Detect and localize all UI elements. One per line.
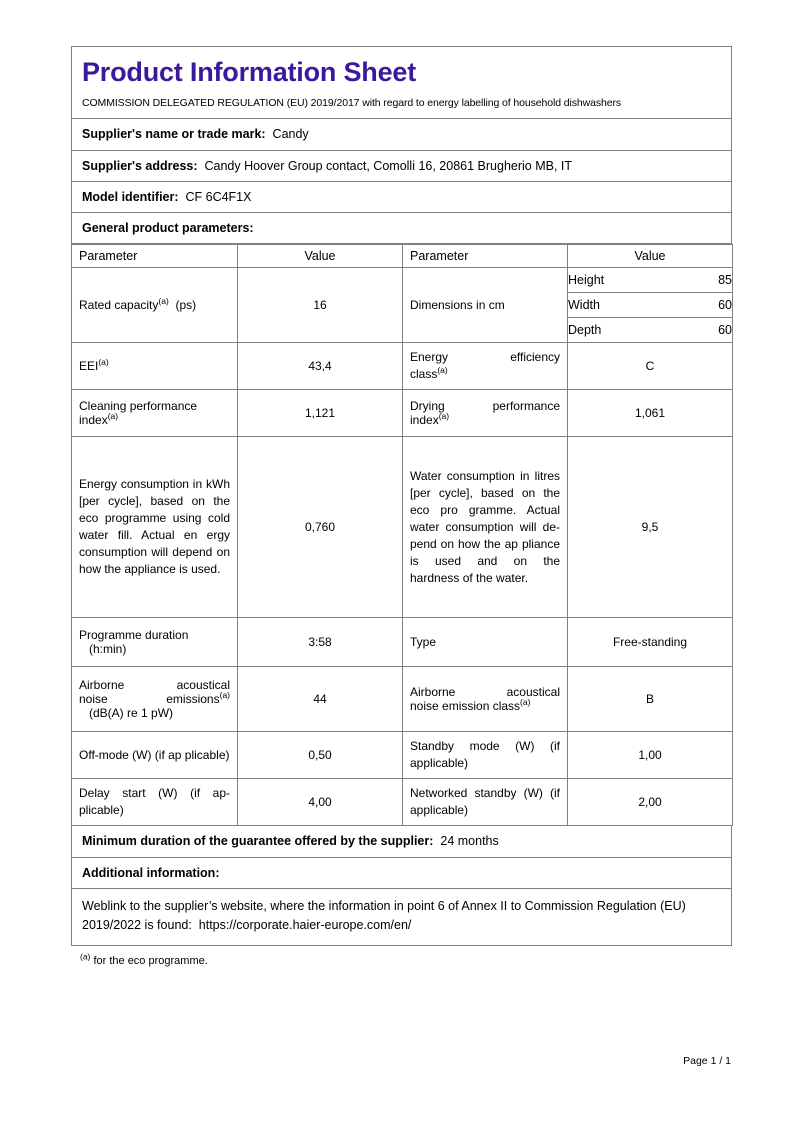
- dimension-row-height: [568, 268, 732, 293]
- model-identifier-row: [71, 182, 732, 213]
- energy-class-label-part2: efficiency: [510, 350, 560, 365]
- header-value-left: Value: [238, 245, 403, 268]
- programme-duration-value: 3:58: [238, 618, 403, 667]
- general-parameters-heading: General product parameters:: [82, 221, 254, 236]
- noise-class-label-line2: noise emission class: [410, 699, 521, 714]
- dimensions-value-cell: [568, 268, 733, 343]
- weblink-row: [71, 889, 732, 946]
- programme-duration-label-line2: (h:min): [89, 642, 127, 657]
- noise-class-value: B: [568, 667, 733, 732]
- cleaning-index-label-cell: [72, 390, 238, 437]
- noise-emissions-label-line1: Airborne: [79, 678, 125, 693]
- model-identifier-value: CF 6C4F1X: [185, 189, 252, 204]
- footnote-marker-icon: (a): [438, 411, 450, 422]
- supplier-address-label: Supplier's address:: [82, 158, 198, 173]
- drying-index-label-line2: index: [410, 413, 439, 428]
- footnote-marker-icon: (a): [437, 365, 448, 376]
- standby-mode-value: 1,00: [568, 732, 733, 779]
- water-consumption-label: Water consumption in litres [per cycle], based on the eco pro gramme. Actual water consumption will de pend on how the ap pliance is used and on the hardness of the water.: [403, 437, 568, 618]
- weblink-url[interactable]: https://corporate.haier-europe.com/en/: [198, 918, 412, 933]
- footnote-marker-icon: (a): [98, 357, 109, 368]
- programme-duration-label-cell: [72, 618, 238, 667]
- energy-class-label-part3: class: [410, 367, 438, 382]
- eei-label-cell: [72, 343, 238, 390]
- type-value: Free-standing: [568, 618, 733, 667]
- noise-emissions-label-line2: noise: [79, 692, 108, 707]
- page-title: Product Information Sheet: [82, 57, 417, 87]
- general-parameters-heading-row: [71, 213, 732, 244]
- footnote: [71, 950, 732, 968]
- table-row: [72, 732, 733, 779]
- table-row: [72, 390, 733, 437]
- footnote-marker-icon: (a): [158, 295, 169, 306]
- supplier-address-value: Candy Hoover Group contact, Comolli 16, 20861 Brugherio MB, IT: [204, 158, 573, 173]
- drying-index-value: 1,061: [568, 390, 733, 437]
- table-row: [72, 343, 733, 390]
- eei-label: EEI: [79, 359, 99, 374]
- networked-standby-value: 2,00: [568, 779, 733, 826]
- dimension-row-depth: [568, 318, 732, 343]
- noise-emissions-value: 44: [238, 667, 403, 732]
- dimensions-label: Dimensions in cm: [410, 298, 505, 313]
- model-identifier-label: Model identifier:: [82, 189, 179, 204]
- energy-consumption-value: 0,760: [238, 437, 403, 618]
- rated-capacity-label: Rated capacity: [79, 297, 159, 312]
- footnote-text: for the eco programme.: [93, 954, 208, 967]
- noise-emissions-label-cell: [72, 667, 238, 732]
- footnote-marker-icon: (a): [107, 411, 119, 422]
- title-block: [71, 46, 732, 119]
- dimension-value-width: 60: [686, 293, 732, 318]
- rated-capacity-value: 16: [238, 268, 403, 343]
- regulation-subtitle: COMMISSION DELEGATED REGULATION (EU) 2019/2017 with regard to energy labelling of household dishwashers: [82, 97, 622, 110]
- additional-information-heading: Additional information:: [82, 865, 220, 880]
- dimension-label-height: Height: [568, 268, 686, 293]
- networked-standby-label: Networked standby (W) (if applicable): [403, 779, 568, 826]
- additional-information-row: [71, 858, 732, 889]
- supplier-name-label: Supplier's name or trade mark:: [82, 127, 266, 142]
- header-parameter-right: Parameter: [403, 245, 568, 268]
- header-parameter-left: Parameter: [72, 245, 238, 268]
- noise-class-label-cell: [403, 667, 568, 732]
- cleaning-index-label-line2: index: [79, 413, 108, 428]
- noise-emissions-label-line1b: acoustical: [176, 678, 230, 693]
- standby-mode-label: Standby mode (W) (if applicable): [403, 732, 568, 779]
- guarantee-label: Minimum duration of the guarantee offered by the supplier:: [82, 834, 434, 849]
- dimension-row-width: [568, 293, 732, 318]
- noise-emissions-label-line2b: emissions: [166, 692, 220, 707]
- weblink-description: Weblink to the supplier’s website, where the information in point 6 of Annex II to Commission Regulation (EU) 2019/2022 is found:: [82, 898, 686, 933]
- table-row: [72, 437, 733, 618]
- cleaning-index-value: 1,121: [238, 390, 403, 437]
- table-row: [72, 618, 733, 667]
- guarantee-value: 24 months: [440, 834, 499, 849]
- table-header-row: [72, 245, 733, 268]
- dimension-label-width: Width: [568, 293, 686, 318]
- product-information-sheet: [71, 46, 732, 968]
- noise-emissions-label-line3: (dB(A) re 1 pW): [89, 706, 174, 721]
- rated-capacity-unit: (ps): [175, 297, 197, 312]
- header-value-right: Value: [568, 245, 733, 268]
- water-consumption-value: 9,5: [568, 437, 733, 618]
- table-row: [72, 667, 733, 732]
- rated-capacity-label-cell: [72, 268, 238, 343]
- off-mode-value: 0,50: [238, 732, 403, 779]
- dimension-value-height: 85: [686, 268, 732, 293]
- energy-class-value: C: [568, 343, 733, 390]
- drying-index-label-line1b: performance: [492, 399, 560, 414]
- dimensions-label-cell: [403, 268, 568, 343]
- energy-class-label-cell: [403, 343, 568, 390]
- programme-duration-label-line1: Programme duration: [79, 628, 189, 643]
- guarantee-row: [71, 826, 732, 857]
- page-number: Page 1 / 1: [683, 1055, 731, 1067]
- drying-index-label-cell: [403, 390, 568, 437]
- table-row: [72, 268, 733, 343]
- dimension-label-depth: Depth: [568, 323, 602, 338]
- parameters-table: [71, 244, 733, 826]
- delay-start-value: 4,00: [238, 779, 403, 826]
- eei-value: 43,4: [238, 343, 403, 390]
- off-mode-label: Off-mode (W) (if ap plicable): [72, 732, 238, 779]
- footnote-marker-icon: (a): [80, 950, 91, 961]
- table-row: [72, 779, 733, 826]
- supplier-name-value: Candy: [272, 127, 309, 142]
- supplier-address-row: [71, 151, 732, 182]
- cleaning-index-label-line1: Cleaning performance: [79, 399, 198, 414]
- energy-consumption-label: Energy consumption in kWh [per cycle], based on the eco programme using cold water fill. Actual en ergy consumption will depend on how the appliance is used.: [72, 437, 238, 618]
- footnote-marker-icon: (a): [520, 697, 531, 708]
- energy-class-label-part1: Energy: [410, 350, 449, 365]
- supplier-name-row: [71, 119, 732, 150]
- footnote-marker-icon: (a): [219, 690, 230, 701]
- dimension-value-depth: 60: [718, 323, 732, 338]
- drying-index-label-line1: Drying: [410, 399, 445, 414]
- noise-class-label-line1: Airborne: [410, 685, 456, 700]
- noise-class-label-line1b: acoustical: [506, 685, 560, 700]
- type-label: Type: [403, 618, 568, 667]
- delay-start-label: Delay start (W) (if ap plicable): [72, 779, 238, 826]
- dimensions-subtable: [568, 268, 732, 342]
